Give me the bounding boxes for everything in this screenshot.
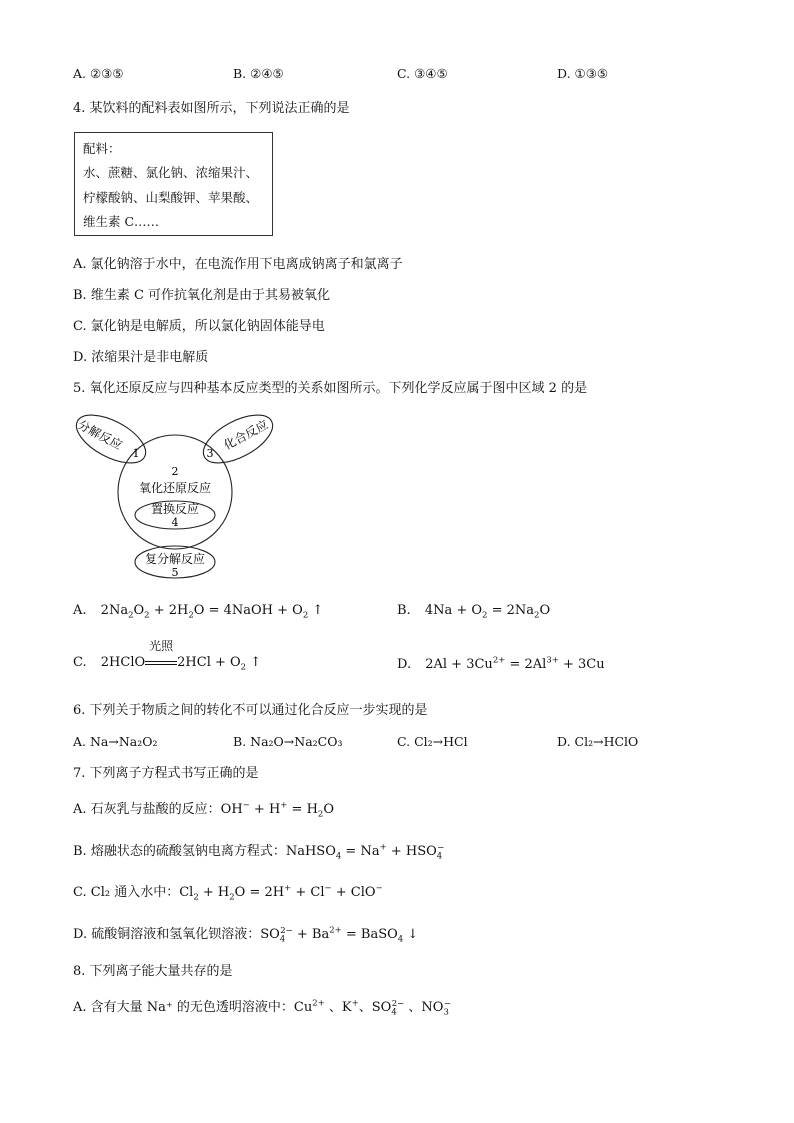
q8-option-a-text: A. 含有大量 Na⁺ 的无色透明溶液中： <box>73 1000 294 1015</box>
q7-option-d-equation: $SO_4^{2-} + Ba^{2+}$ = BaSO$_4$ ↓ <box>260 925 419 945</box>
q7-option-c-equation: $Cl_2 + H_2O = 2H^+ + Cl^- + ClO^-$ <box>179 883 383 903</box>
q8-option-a <box>73 998 451 1018</box>
q8-option-a-ions: $Cu^{2+}$ 、K+、$SO_4^{2-}$ 、$NO_3^-$ <box>293 998 451 1018</box>
q3-option-d: D. ①③⑤ <box>557 66 609 81</box>
q7-option-a-text: A. 石灰乳与盐酸的反应： <box>73 802 221 817</box>
reaction-type-diagram <box>60 405 300 585</box>
q5-stem: 5. 氧化还原反应与四种基本反应类型的关系如图所示。下列化学反应属于图中区域 2 的是 <box>73 381 588 396</box>
double-decomposition-label: 复分解反应 <box>144 552 206 566</box>
q4-option-a: A. 氯化钠溶于水中，在电流作用下电离成钠离子和氯离子 <box>73 257 403 272</box>
ingredient-title: 配料： <box>83 141 121 156</box>
q4-option-c: C. 氯化钠是电解质，所以氯化钠固体能导电 <box>73 319 325 334</box>
q5-option-d-label: D. <box>397 657 412 672</box>
ingredient-line-3: 维生素 C…… <box>83 214 160 229</box>
q5-option-c <box>73 639 262 673</box>
q6-option-d: D. Cl₂→HClO <box>557 734 639 749</box>
region-4-number: 4 <box>171 516 179 529</box>
q6-option-b: B. Na₂O→Na₂CO₃ <box>233 734 343 749</box>
light-condition: 光照 <box>149 639 174 653</box>
q4-stem: 4. 某饮料的配料表如图所示，下列说法正确的是 <box>73 101 350 116</box>
q4-option-d: D. 浓缩果汁是非电解质 <box>73 350 209 365</box>
q5-option-a-label: A. <box>73 603 87 618</box>
q6-option-a: A. Na→Na₂O₂ <box>73 734 158 749</box>
q3-option-b: B. ②④⑤ <box>233 66 284 81</box>
q7-option-c <box>73 883 383 903</box>
q7-option-b-text: B. 熔融状态的硫酸氢钠电离方程式： <box>73 844 286 859</box>
q6-option-c: C. Cl₂→HCl <box>397 734 468 749</box>
q5-option-b-label: B. <box>397 603 411 618</box>
redox-label: 氧化还原反应 <box>138 481 212 495</box>
region-1-number: 1 <box>132 447 140 460</box>
q7-option-d <box>73 925 419 945</box>
q5-option-c-label: C. <box>73 655 87 670</box>
q7-option-a-equation: $OH^- + H^+ = H_2O$ <box>220 800 334 820</box>
region-5-number: 5 <box>171 566 179 579</box>
q7-option-a <box>73 800 334 820</box>
ingredient-line-1: 水、蔗糖、氯化钠、浓缩果汁、 <box>83 165 259 180</box>
region-2-number: 2 <box>171 465 179 478</box>
ingredient-line-2: 柠檬酸钠、山梨酸钾、苹果酸、 <box>83 190 259 205</box>
decomposition-label: 分解反应 <box>75 417 125 453</box>
q5-option-d <box>397 655 605 672</box>
q7-option-d-text: D. 硫酸铜溶液和氢氧化钡溶液： <box>73 927 261 942</box>
q7-option-b-equation: NaHSO$_4$ = $Na^+ + HSO_4^-$ <box>285 842 445 862</box>
q7-option-b <box>73 842 445 862</box>
q7-option-c-text: C. Cl₂ 通入水中： <box>73 885 180 900</box>
q5-option-a-equation: $2Na_2O_2 + 2H_2O$ = 4NaOH + $O_2$ ↑ <box>100 603 324 621</box>
q3-option-a: A. ②③⑤ <box>73 66 124 81</box>
q5-option-b <box>397 603 551 621</box>
region-3-number: 3 <box>206 447 214 460</box>
q5-option-d-equation: $2Al + 3Cu^{2+} = 2Al^{3+} + 3Cu$ <box>425 655 605 672</box>
q7-stem: 7. 下列离子方程式书写正确的是 <box>73 766 259 781</box>
q5-option-a <box>73 603 324 621</box>
q5-option-b-equation: $4Na + O_2 = 2Na_2O$ <box>424 603 551 621</box>
q3-option-c: C. ③④⑤ <box>397 66 448 81</box>
ingredient-box <box>74 132 273 236</box>
displacement-label: 置换反应 <box>150 502 200 516</box>
combination-label: 化合反应 <box>221 417 271 453</box>
q8-stem: 8. 下列离子能大量共存的是 <box>73 964 233 979</box>
q5-option-c-equation: 2HClO 光照 $2HCl + O_2$ ↑ <box>100 639 262 673</box>
q4-option-b: B. 维生素 C 可作抗氧化剂是由于其易被氧化 <box>73 288 331 303</box>
q6-stem: 6. 下列关于物质之间的转化不可以通过化合反应一步实现的是 <box>73 703 428 718</box>
